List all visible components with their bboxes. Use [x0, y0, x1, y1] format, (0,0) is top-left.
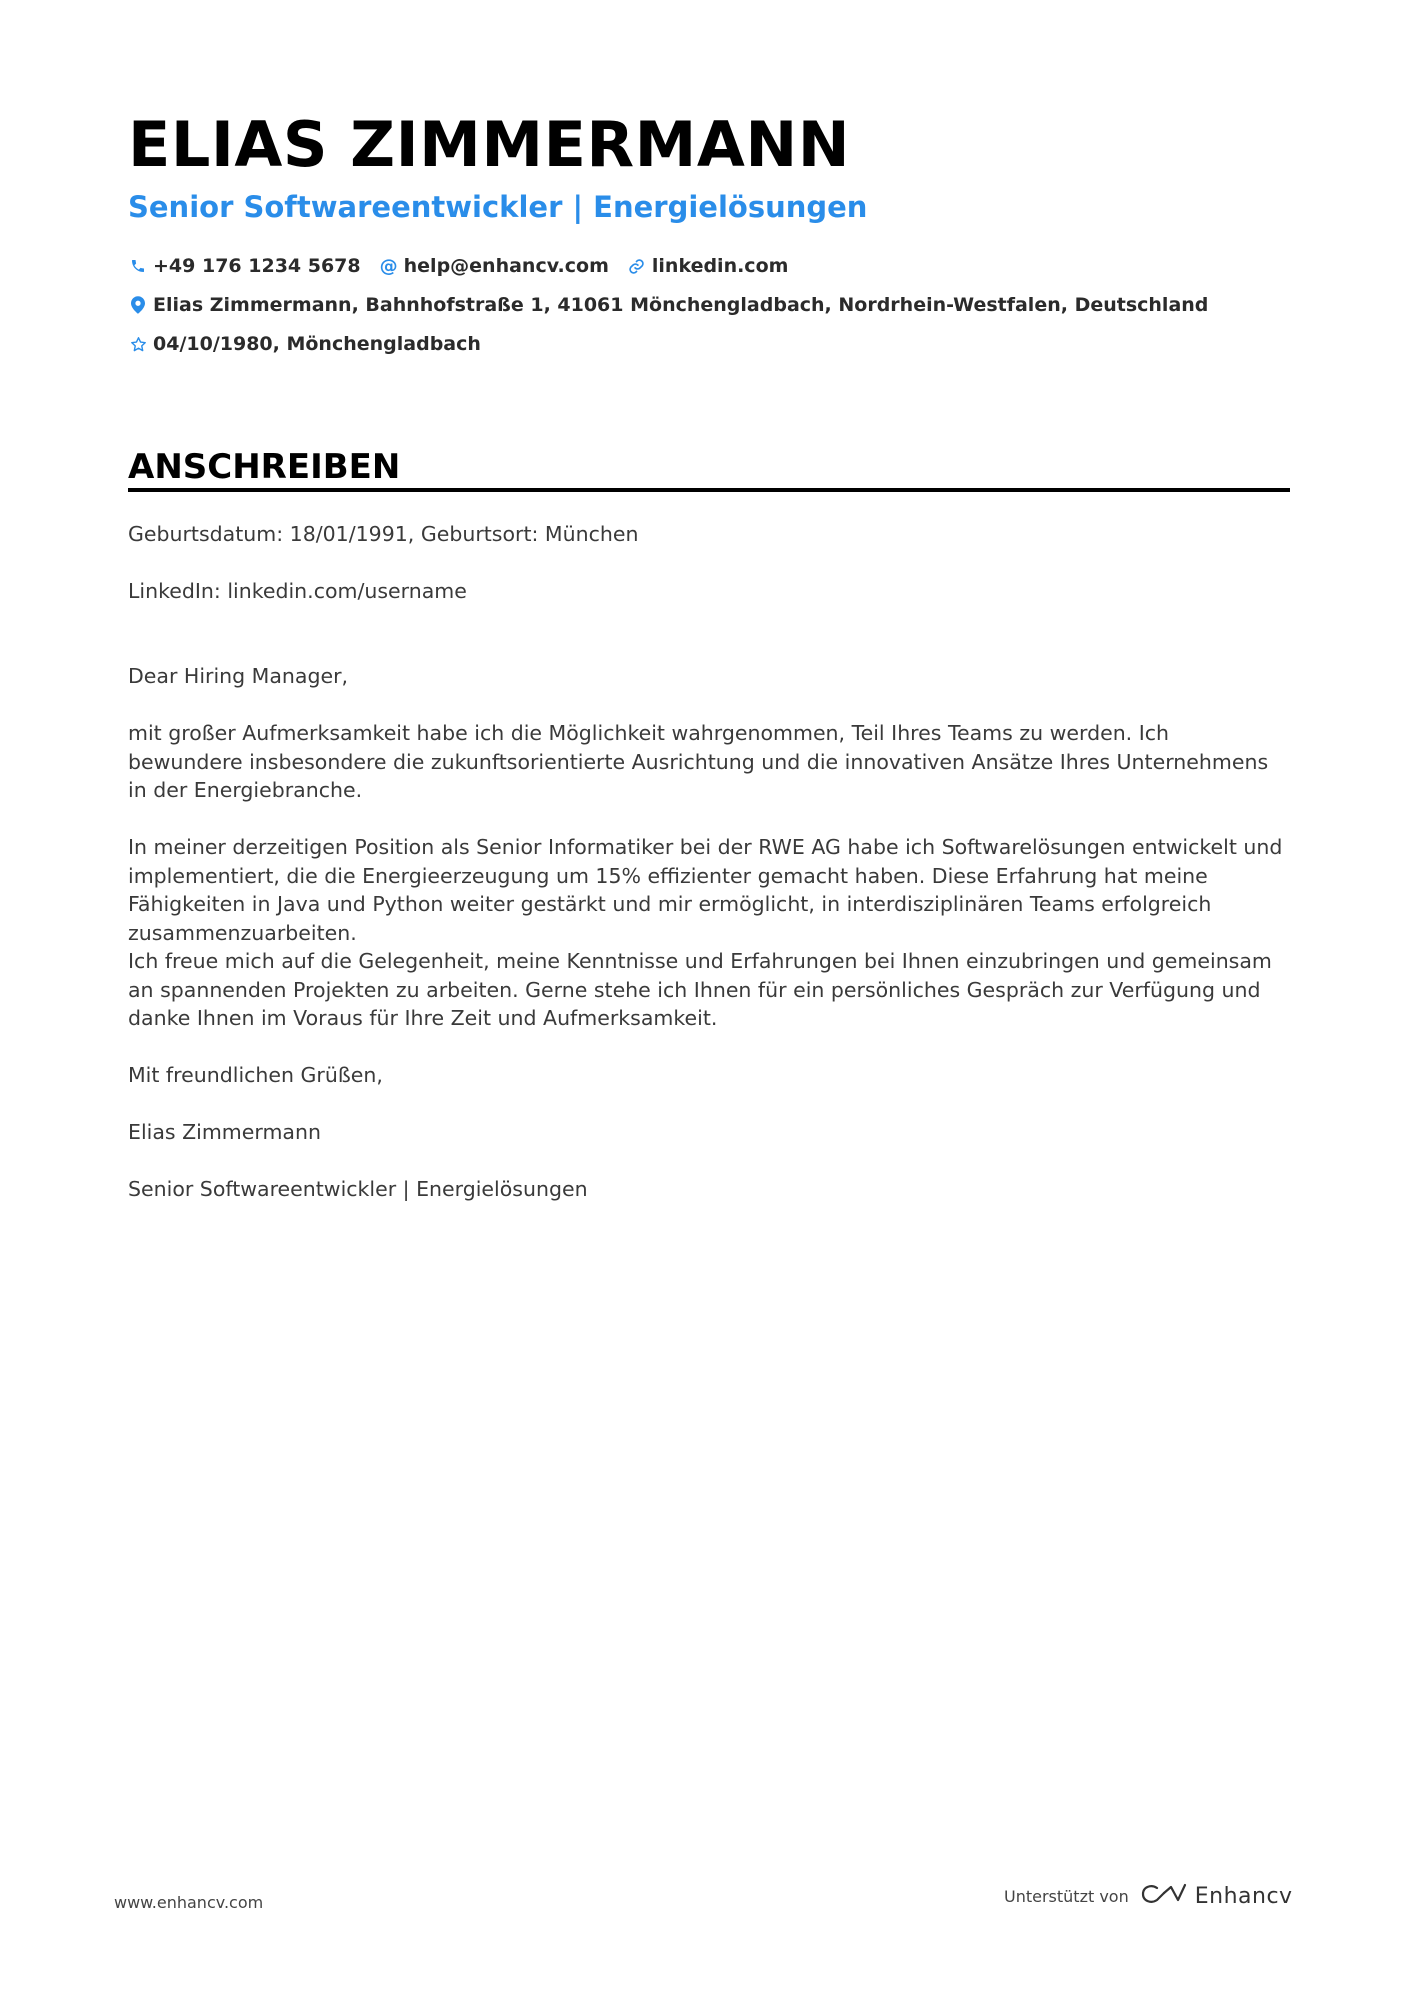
footer-website[interactable]: www.enhancv.com — [114, 1893, 264, 1912]
letter-closing: Mit freundlichen Grüßen, — [128, 1063, 383, 1087]
at-sign-icon: @ — [379, 255, 398, 277]
contact-linkedin[interactable] — [627, 255, 789, 277]
phone-icon — [128, 256, 148, 276]
brand-name: Enhancv — [1194, 1883, 1293, 1909]
powered-by-text: Unterstützt von — [1004, 1886, 1129, 1906]
letter-birth-line: Geburtsdatum: 18/01/1991, Geburtsort: München — [128, 522, 639, 546]
letter-signature-title: Senior Softwareentwickler | Energielösungen — [128, 1177, 588, 1201]
footer-brand[interactable] — [1004, 1882, 1293, 1910]
section-title: ANSCHREIBEN — [128, 447, 401, 487]
phone-text: +49 176 1234 5678 — [153, 255, 361, 277]
location-pin-icon — [128, 295, 148, 315]
contact-email[interactable] — [379, 255, 609, 277]
candidate-name: ELIAS ZIMMERMANN — [128, 108, 851, 181]
section-divider — [128, 488, 1290, 492]
letter-paragraph-3: Ich freue mich auf die Gelegenheit, meine Kenntnisse und Erfahrungen bei Ihnen einzubringen und gemeinsam an spannenden Projekten zu arbeiten. Gerne stehe ich Ihnen für ein persönliches Gespräch zur Verfügung und danke Ihnen im Voraus für Ihre Zeit und Aufmerksamkeit. — [128, 949, 1272, 1030]
letter-paragraph-2: In meiner derzeitigen Position als Senior Informatiker bei der RWE AG habe ich Softwarelösungen entwickelt und implementiert, die die Energieerzeugung um 15% effizienter gemacht haben. Diese Erfahrung hat meine Fähigkeiten in Java und Python weiter gestärkt und mir ermöglicht, in interdisziplinären Teams erfolgreich zusammenzuarbeiten. — [128, 835, 1283, 945]
contact-phone[interactable] — [128, 255, 361, 277]
link-icon — [627, 256, 647, 276]
email-text: help@enhancv.com — [403, 255, 609, 277]
linkedin-text: linkedin.com — [651, 255, 789, 277]
birth-text: 04/10/1980, Mönchengladbach — [153, 333, 481, 355]
contact-row-address — [128, 294, 1226, 316]
letter-linkedin-line: LinkedIn: linkedin.com/username — [128, 579, 467, 603]
contact-row-primary — [128, 255, 806, 277]
contact-birth — [128, 333, 481, 355]
letter-greeting: Dear Hiring Manager, — [128, 664, 349, 688]
star-icon — [128, 334, 148, 354]
candidate-title: Senior Softwareentwickler | Energielösungen — [128, 190, 868, 224]
contact-address — [128, 294, 1208, 316]
enhancv-logo-icon — [1141, 1882, 1187, 1910]
contact-row-birth — [128, 333, 499, 355]
letter-signature-name: Elias Zimmermann — [128, 1120, 321, 1144]
letter-paragraph-1: mit großer Aufmerksamkeit habe ich die Möglichkeit wahrgenommen, Teil Ihres Teams zu werden. Ich bewundere insbesondere die zukunftsorientierte Ausrichtung und die innovativen Ansätze Ihres Unternehmens in der Energiebranche. — [128, 721, 1269, 802]
address-text: Elias Zimmermann, Bahnhofstraße 1, 41061 Mönchengladbach, Nordrhein-Westfalen, Deutschland — [153, 294, 1209, 316]
